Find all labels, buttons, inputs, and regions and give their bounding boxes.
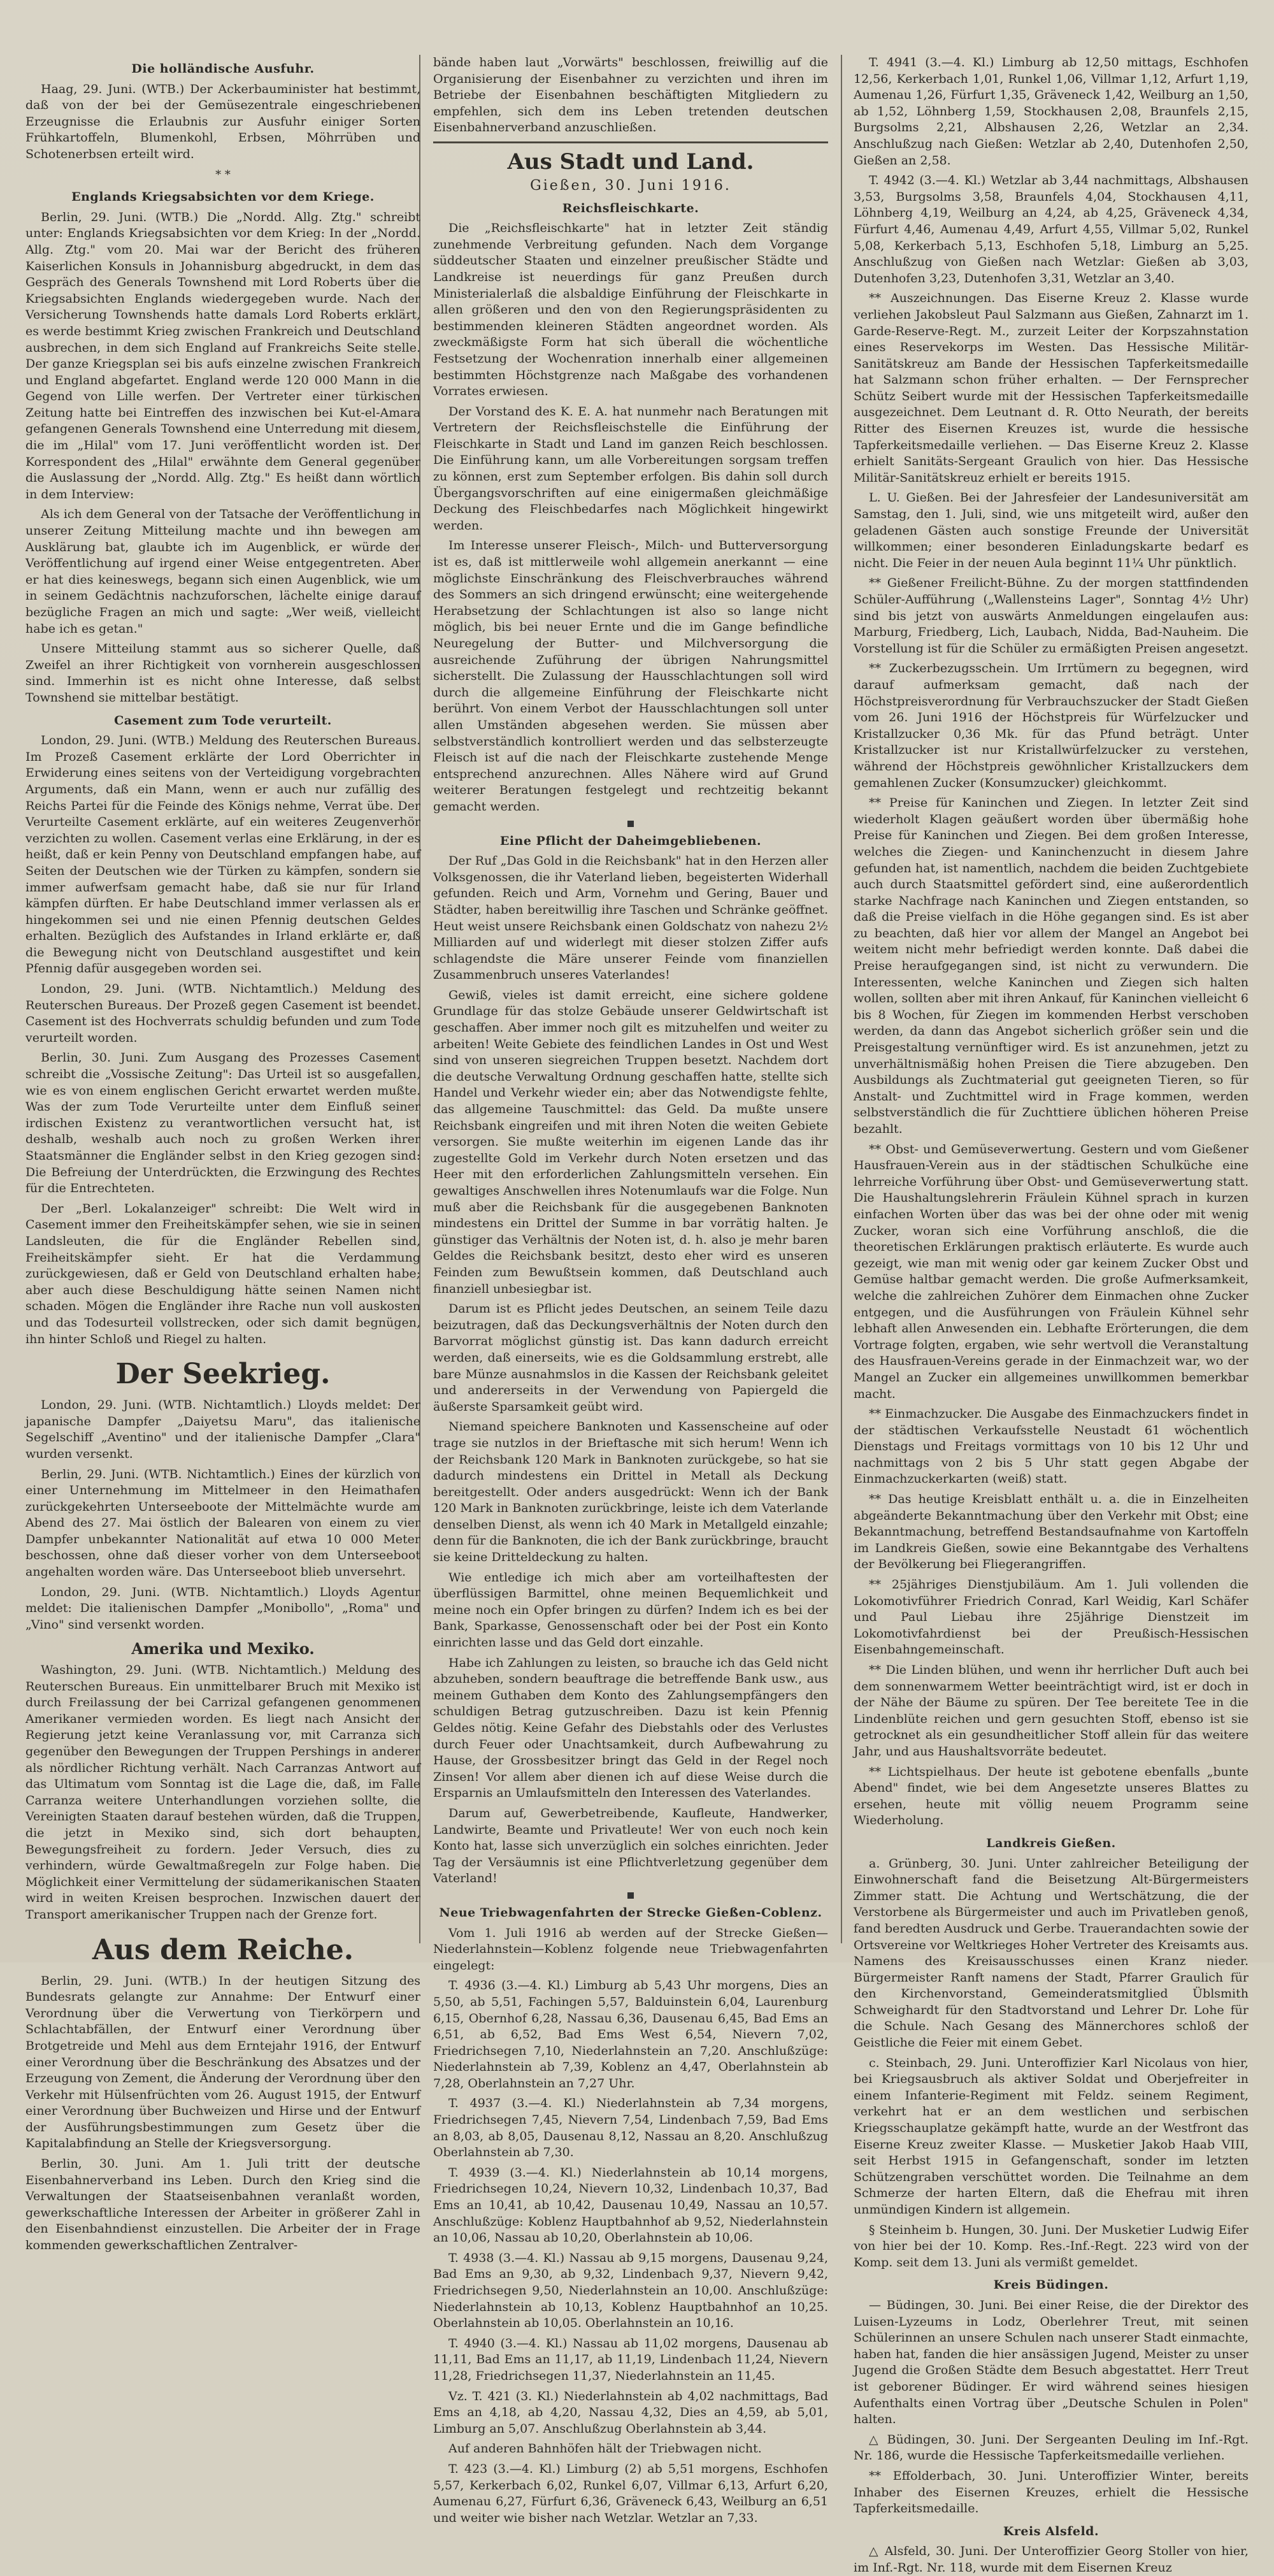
headline-england: Englands Kriegsabsichten vor dem Kriege.: [71, 190, 375, 205]
article-universitaet: L. U. Gießen. Bei der Jahresfeier der Landesuniversität am Samstag, den 1. Juli, sind, wie uns mitgeteilt wird, außer den geladenen Gästen auch sonstige Freunde der Universität willkommen; einer besonderen Einladungskarte bedarf es nicht. Die Feier in der neuen Aula beginnt 11¼ Uhr pünktlich.: [854, 491, 1249, 570]
dateline: Gießen, 30. Juni 1916.: [530, 177, 731, 194]
headline-holland: Die holländische Ausfuhr.: [131, 62, 315, 76]
article-england-1: Berlin, 29. Juni. (WTB.) Die „Nordd. Allg. Ztg." schreibt unter: Englands Kriegsabsichten vor dem Krieg: In der „Nordd. Allg. Ztg." vom 20. Mai war der Bericht des früheren Kaiserlichen Konsuls in Johannisburg abgedruckt, in dem das Gespräch des Generals Townshend mit Lord Roberts über die Kriegsabsichten Englands wiedergegeben wurde. Nach der Versicherung Townshends hatte damals Lord Roberts erklärt, es werde bestimmt Krieg zwischen Frankreich und Deutschland ausbrechen, in dem sich England auf Frankreichs Seite stelle. Der ganze Kriegsplan sei bis aufs einzelne zwischen Frankreich und England abgefartet. England werde 120 000 Mann in die Gegend von Lille werfen. Der Vertreter einer türkischen Zeitung hatte bei Eintreffen des inzwischen bei Kut-el-Amara gefangenen Generals Townshend eine Unterredung mit diesem, die im „Hilal" vom 17. Juni veröffentlicht worden ist. Der Korrespondent des „Hilal" erwähnte dem General gegenüber die Auslassung der „Nordd. Allg. Ztg." Es heißt dann wörtlich in dem Interview:: [25, 210, 420, 501]
headline-triebwagen: Neue Triebwagenfahrten der Strecke Gießen-Coblenz.: [439, 1905, 822, 1920]
headline-landkreis-giessen: Landkreis Gießen.: [986, 1836, 1116, 1850]
article-amerika: Washington, 29. Juni. (WTB. Nichtamtlich.) Meldung des Reuterschen Bureaus. Ein unmittelbarer Bruch mit Mexiko ist durch Freilassung der bei Carrizal gefangenen genommenen Amerikaner vermieden worden. Es liegt nach Ansicht der Regierung jetzt keine Veranlassung vor, mit Carranza sich gegenüber den Bewegungen der Truppen Pershings in anderer als nördlicher Richtung verhält. Nach Carranzas Antwort auf das Ultimatum vom Sonntag ist die Lage die, daß, im Falle Carranza weitere Unterhandlungen vorziehen sollte, die Vereinigten Staaten darauf bestehen würden, daß die Truppen, die jetzt in Mexiko sind, sich dort behaupten, Bewegungsfreiheit zu fordern. Jeder Versuch, dies zu verhindern, würde Gewaltmaßregeln zur Folge haben. Die Möglichkeit einer Vermittelung der südamerikanischen Staaten wird in weiten Kreisen besprochen. Inzwischen dauert der Transport amerikanischer Truppen nach der Grenze fort.: [25, 1663, 420, 1922]
article-tz-1: T. 4941 (3.—4. Kl.) Limburg ab 12,50 mittags, Eschhofen 12,56, Kerkerbach 1,01, Runkel 1,06, Villmar 1,12, Arfurt 1,19, Aumenau 1,26, Fürfurt 1,35, Gräveneck 1,42, Weilburg an 1,50, ab 1,52, Löhnberg 1,59, Stockhausen 2,08, Braunfels 2,15, Burgsolms 2,21, Albshausen 2,26, Wetzlar an 2,34. Anschlußzug nach Gießen: Wetzlar ab 2,40, Dutenhofen 2,50, Gießen an 2,58.: [854, 55, 1249, 168]
article-pf-5: Wie entledige ich mich aber am vorteilhaftesten der überflüssigen Barmittel, ohne meinen Bequemlichkeit und meine noch ein Opfer bringen zu dürfen? Indem ich es bei der Bank, Sparkasse, Genossenschaft oder bei der Post ein Konto einrichten lasse und das Geld dort einzahle.: [433, 1570, 828, 1650]
article-tr-5: T. 4938 (3.—4. Kl.) Nassau ab 9,15 morgens, Dausenau 9,24, Bad Ems an 9,30, ab 9,32, Lindenbach 9,37, Nievern 9,42, Friedrichsegen 9,50, Niederlahnstein an 10,00. Anschlußzüge: Niederlahnstein ab 10,13, Koblenz Hauptbahnhof an 10,25. Oberlahnstein ab 10,05. Oberlahnstein an 10,16.: [433, 2250, 828, 2331]
separator-star: * *: [215, 168, 231, 182]
article-see-1: London, 29. Juni. (WTB. Nichtamtlich.) Lloyds meldet: Der japanische Dampfer „Daiyetsu Maru", das italienische Segelschiff „Aventino" und der italienische Dampfer „Clara" wurden versenkt.: [25, 1398, 420, 1461]
section-rule: [433, 141, 828, 143]
article-holland: Haag, 29. Juni. (WTB.) Der Ackerbauminister hat bestimmt, daß von der bei der Gemüsezentrale eingeschriebenen Erzeugnisse die Erlaubnis zur Ausfuhr einiger Sorten Frühkartoffeln, Blumenkohl, Erbsen, Möhrrüben und Schotenerbsen erteilt wird.: [25, 82, 420, 161]
article-rf-3: Im Interesse unserer Fleisch-, Milch- und Butterversorgung ist es, daß ist mittlerweile wohl allgemein anerkannt — eine möglichste Einschränkung des Fleischverbrauches während des Sommers an sich dringend erwünscht; eine weitergehende Herabsetzung der Schlachtungen ist also so lange nicht möglich, bis bei neuer Ernte und die im Gange befindliche Neuregelung der Butter- und Milchversorgung die ausreichende Zuführung der übrigen Nahrungsmittel sicherstellt. Die Zulassung der Hausschlachtungen soll wird durch die allgemeine Einführung der Fleischkarte nicht berührt. Von einem Verbot der Hausschlachtungen soll unter allen Umständen abgesehen werden. Sie müssen aber selbstverständlich kontrolliert werden und das selbsterzeugte Fleisch ist auf die nach der Fleischkarte zustehende Menge entsprechend anzurechnen. Alles Nähere wird auf Grund weiterer Beratungen festgelegt und rechtzeitig bekannt gemacht werden.: [433, 538, 828, 814]
article-buedingen-2: △ Büdingen, 30. Juni. Der Sergeanten Deuling im Inf.-Rgt. Nr. 186, wurde die Hessische Tapferkeitsmedaille verliehen.: [854, 2432, 1249, 2463]
article-auszeichnungen: ** Auszeichnungen. Das Eiserne Kreuz 2. Klasse wurde verliehen Jakobsleut Paul Salzmann aus Gießen, Zahnarzt im 1. Garde-Reserve-Regt. M., zurzeit Leiter der Korpszahnstation eines Reservekorps im Westen. Das Hessische Militär-Sanitätskreuz am Bande der Hessischen Tapferkeitsmedaille hat Salzmann schon früher erhalten. — Der Fernsprecher Schütz Seibert wurde mit der Hessischen Tapferkeitsmedaille ausgezeichnet. Dem Leutnant d. R. Otto Neurath, der bereits Ritter des Eisernen Kreuzes ist, wurde die hessische Tapferkeitsmedaille verliehen. — Das Eiserne Kreuz 2. Klasse erhielt Sanitäts-Sergeant Graulich von hier. Das Hessische Militär-Sanitätskreuz erhielt er bereits 1915.: [854, 291, 1249, 485]
article-freilichtbuehne: ** Gießener Freilicht-Bühne. Zu der morgen stattfindenden Schüler-Aufführung („Wallensteins Lager", Sonntag 4½ Uhr) sind bis jetzt von auswärts Anmeldungen eingelaufen aus: Marburg, Friedberg, Lich, Laubach, Nidda, Bad-Nauheim. Die Vorstellung ist für die Schüler zu ermäßigten Preisen angesetzt.: [854, 576, 1249, 656]
article-buedingen-1: — Büdingen, 30. Juni. Bei einer Reise, die der Direktor des Luisen-Lyzeums in Lodz, Oberlehrer Treut, mit seinen Schülerinnen an unsere Schulen nach unserer Stadt einmachte, haben hat, fanden die hier ansässigen Jugend, Meister zu unser Jugend die Großen Städte dem Besuch abgestattet. Herr Treut ist geborener Büdinger. Er wird während seines hiesigen Aufenthalts einen Vortrag über „Deutsche Schulen in Polen" halten.: [854, 2298, 1249, 2427]
article-dienstjubilaeum: ** 25jähriges Dienstjubiläum. Am 1. Juli vollenden die Lokomotivführer Friedrich Conrad, Karl Weidig, Karl Schäfer und Paul Liebau ihre 25jährige Dienstzeit im Lokomotivfahrdienst bei der Preußisch-Hessischen Eisenbahngemeinschaft.: [854, 1578, 1249, 1657]
article-pf-7: Darum auf, Gewerbetreibende, Kaufleute, Handwerker, Landwirte, Beamte und Privatleute! Wer von euch noch kein Konto hat, lasse sich unverzüglich ein solches einrichten. Jeder Tag der Versäumnis ist eine Pflichtverletzung gegenüber dem Vaterland!: [433, 1806, 828, 1886]
article-reich-2: Berlin, 30. Juni. Am 1. Juli tritt der deutsche Eisenbahnerverband ins Leben. Durch den Krieg sind die Verwaltungen der Staatseisenbahnen veranlaßt worden, gewerkschaftliche Interessen der Arbeiter in größerer Zahl in den Eisenbahndienst einzustellen. Die Arbeiter der in Frage kommenden gewerkschaftlichen Zentralver-: [25, 2157, 420, 2253]
separator-square: [627, 821, 634, 827]
article-tr-4: T. 4939 (3.—4. Kl.) Niederlahnstein ab 10,14 morgens, Friedrichsegen 10,24, Nievern 10,32, Lindenbach 10,37, Bad Ems an 10,41, ab 10,42, Dausenau 10,49, Nassau an 10,57. Anschlußzüge: Koblenz Hauptbahnhof ab 9,52, Niederlahnstein an 10,06, Nassau ab 10,20, Oberlahnstein ab 10,06.: [433, 2165, 828, 2245]
article-effolderbach: ** Effolderbach, 30. Juni. Unteroffizier Winter, bereits Inhaber des Eisernen Kreuzes, erhielt die Hessische Tapferkeitsmedaille.: [854, 2468, 1249, 2516]
headline-kreis-alsfeld: Kreis Alsfeld.: [1003, 2524, 1099, 2538]
article-rf-2: Der Vorstand des K. E. A. hat nunmehr nach Beratungen mit Vertretern der Reichsfleischstelle die Einführung der Fleischkarte in Stadt und Land im ganzen Reich beschlossen. Die Einführung kann, um alle Vorbereitungen sorgsam treffen zu können, erst zum September erfolgen. Bis dahin soll durch Übergangsvorschriften auf eine einigermaßen gleichmäßige Deckung des Fleischbedarfes nach Möglichkeit hingewirkt werden.: [433, 404, 828, 533]
article-pf-3: Darum ist es Pflicht jedes Deutschen, an seinem Teile dazu beizutragen, daß das Deckungsverhältnis der Noten durch den Barvorrat möglichst günstig ist. Das kann dadurch erreicht werden, daß einerseits, wie es die Goldsammlung erstrebt, alle bare Münze ausnahmslos in die Kassen der Reichsbank geleitet und andererseits in der Verwendung von Papiergeld die äußerste Sparsamkeit geübt wird.: [433, 1302, 828, 1414]
headline-seekrieg: Der Seekrieg.: [115, 1358, 331, 1391]
article-lichtspielhaus: ** Lichtspielhaus. Der heute ist gebotene ebenfalls „bunte Abend" findet, wie bei dem Angesetzte unseres Blattes zu ersehen, heute mit völlig neuem Programm seine Wiederholung.: [854, 1764, 1249, 1828]
section-title-stadt-land: Aus Stadt und Land.: [507, 148, 754, 175]
article-gruenberg: a. Grünberg, 30. Juni. Unter zahlreicher Beteiligung der Einwohnerschaft fand die Beisetzung Alt-Bürgermeisters Zimmer statt. Die Achtung und Wertschätzung, die der Verstorbene als Bürgermeister und auch im Privatleben genoß, fand beredten Ausdruck und Gerbe. Trauerandachten sowie der Ortsvereine vor Weltkrieges Hoher Vertreter des Kreisamts aus. Namens des Kreisausschusses einen Kranz nieder. Bürgermeister Ranft namens der Stadt, Pfarrer Graulich für den Kirchenvorstand, Gemeinderatsmitglied Üblsmith Schweighardt für den Stadtvorstand und Lehrer Dr. Lohe für die Schule. Nach Gesang des Männerchores schloß der Geistliche die Feier mit einem Gebet.: [854, 1856, 1249, 2050]
article-tz-2: T. 4942 (3.—4. Kl.) Wetzlar ab 3,44 nachmittags, Albshausen 3,53, Burgsolms 3,58, Braunfels 4,04, Stockhausen 4,11, Löhnberg 4,19, Weilburg an 4,24, ab 4,25, Gräveneck 4,34, Fürfurt 4,46, Aumenau 4,49, Arfurt 4,55, Villmar 5,02, Runkel 5,08, Kerkerbach 5,13, Eschhofen 5,18, Limburg an 5,25. Anschlußzug von Gießen nach Wetzlar: Gießen ab 3,03, Dutenhofen 3,23, Dutenhofen 3,31, Wetzlar an 3,40.: [854, 173, 1249, 285]
column-2: [433, 55, 828, 2525]
article-tr-9: T. 423 (3.—4. Kl.) Limburg (2) ab 5,51 morgens, Eschhofen 5,57, Kerkerbach 6,02, Runkel 6,07, Villmar 6,13, Arfurt 6,20, Aumenau 6,27, Fürfurt 6,36, Gräveneck 6,43, Weilburg an 6,51 und weiter wie bisher nach Wetzlar. Wetzlar an 7,33.: [433, 2461, 828, 2525]
headline-amerika: Amerika und Mexiko.: [131, 1639, 315, 1659]
article-pf-2: Gewiß, vieles ist damit erreicht, eine sichere goldene Grundlage für das stolze Gebäude unserer Geldwirtschaft ist geschaffen. Aber immer noch gilt es mitzuhelfen und weiter zu arbeiten! Weite Gebiete des feindlichen Landes in Ost und West sind von unseren siegreichen Truppen besetzt. Nachdem dort die deutsche Verwaltung Ordnung geschaffen hatte, stellte sich Handel und Verkehr wieder ein; aber das Notwendigste fehlte, das allgemeine Tauschmittel: das Geld. Da mußte unsere Reichsbank eingreifen und mit ihren Noten die weiten Gebiete versorgen. Sie mußte weiterhin im eigenen Lande das ihr zugestellte Gold im Verkehr durch Noten ersetzen und das Heer mit den erforderlichen Zahlungsmitteln versehen. Ein gewaltiges Anschwellen ihres Notenumlaufs war die Folge. Nun muß aber die Reichsbank für die ausgegebenen Banknoten mindestens ein Drittel der Summe in bar vorrätig halten. Je günstiger das Verhältnis der Noten ist, d. h. also je mehr baren Geldes die Reichsbank besitzt, desto eher wird es unseren Feinden zum Bewußtsein kommen, daß Deutschland auch finanziell unbesiegbar ist.: [433, 988, 828, 1296]
headline-kreis-buedingen: Kreis Büdingen.: [993, 2278, 1109, 2292]
article-tr-8: Auf anderen Bahnhöfen hält der Triebwagen nicht.: [448, 2442, 762, 2456]
article-see-2: Berlin, 29. Juni. (WTB. Nichtamtlich.) Eines der kürzlich von einer Unternehmung im Mittelmeer in den Heimathafen zurückgekehrten Unterseeboote der Mittelmächte wurde am Abend des 27. Mai östlich der Balearen von einem zu vier Dampfer unbekannter Nationalität auf etwa 10 000 Meter beschossen, ohne daß dieser vorher von dem Unterseeboot angehalten worden wäre. Das Unterseeboot blieb unversehrt.: [25, 1467, 420, 1579]
column-rule-2: [841, 55, 842, 1943]
article-england-2: Als ich dem General von der Tatsache der Veröffentlichung in unserer Zeitung Mitteilung machte und ihn bewegen am Ausklärung bat, glaubte ich im Augenblick, er würde der Veröffentlichung auf irgend einer Weise entgegentreten. Aber er hat dies keineswegs, begann sich einen Augenblick, wie um in seinem Gedächtnis nachzuforschen, lächelte einige darauf bezügliche Fragen an mich und sagte: „Wer weiß, vielleicht habe ich es getan.": [25, 507, 420, 636]
article-linden: ** Die Linden blühen, und wenn ihr herrlicher Duft auch bei dem sonnenwarmem Wetter beeinträchtigt wird, ist er doch in der Nähe der Bäume zu spüren. Der Tee bereitete Tee in die Lindenblüte reichen und gern gesuchten Stoff, ebenso ist sie getrocknet als ein gesundheitlicher Stoff allein für das weitere Jahr, und aus Haushaltsvorräte bedeutet.: [854, 1663, 1249, 1759]
article-continued-top: bände haben laut „Vorwärts" beschlossen, freiwillig auf die Organisierung der Eisenbahner zu verzichten und ihren im Betriebe der Eisenbahnen beschäftigten Mitgliedern zu empfehlen, sich dem ins Leben tretenden deutschen Eisenbahnerverband anzuschließen.: [433, 55, 828, 135]
article-pf-4: Niemand speichere Banknoten und Kassenscheine auf oder trage sie nutzlos in der Brieftasche mit sich herum! Wenn ich der Reichsbank 120 Mark in Banknoten zurückgebe, so hat sie dadurch mindestens ein Drittel in Metall als Deckung bereitgestellt. Oder anders ausgedrückt: Wenn ich der Bank 120 Mark in Banknoten zurückbringe, leiste ich dem Vaterlande denselben Dienst, als wenn ich 40 Mark in Metallgeld einzahle; denn für die Banknoten, die ich der Bank zurückbringe, braucht sie keine Dritteldeckung zu halten.: [433, 1420, 828, 1565]
headline-reichsfleischkarte: Reichsfleischkarte.: [562, 201, 699, 215]
article-rf-1: Die „Reichsfleischkarte" hat in letzter Zeit ständig zunehmende Verbreitung gefunden. Nach dem Vorgange süddeutscher Staaten und einzelner preußischer Städte und Landkreise ist neuerdings für ganz Preußen durch Ministerialerlaß die alsbaldige Einführung der Fleischkarte in allen größeren und den von den Regierungspräsidenten zu bestimmenden kleineren Städten angeordnet worden. Als zweckmäßigste Form hat sich überall die wöchentliche Festsetzung der Wochenration innerhalb einer allgemeinen bestimmten Höchstgrenze nach Maßgabe des vorhandenen Vorrates erwiesen.: [433, 221, 828, 399]
separator-square: [627, 1892, 634, 1899]
article-steinbach: c. Steinbach, 29. Juni. Unteroffizier Karl Nicolaus von hier, bei Kriegsausbruch als aktiver Soldat und Oberjefreiter in einem Infanterie-Regiment mit Feldz. seinem Regiment, verkehrt hat er an dem westlichen und serbischen Kriegsschauplatze gekämpft hatte, wurde an der Westfront das Eiserne Kreuz zweiter Klasse. — Musketier Jakob Haab VIII, seit Herbst 1915 in Gefangenschaft, sonder im letzten Schützengraben verschüttet worden. Die Teilnahme an dem Schmerze der harten Eltern, daß die Ehefrau mit ihren unmündigen Kindern ist allgemein.: [854, 2055, 1249, 2217]
column-3: [854, 55, 1249, 2575]
article-zucker: ** Zuckerbezugsschein. Um Irrtümern zu begegnen, wird darauf aufmerksam gemacht, daß nach der Höchstpreisverordnung für Verbrauchszucker der Stadt Gießen vom 26. Juni 1916 der Höchstpreis für Würfelzucker und Kristallzucker 0,36 Mk. für das Pfund beträgt. Unter Kristallzucker ist nur Kristallwürfelzucker zu verstehen, während der Höchstpreis gewöhnlicher Kristallzuckers dem gemahlenen Zucker (Konsumzucker) gleichkommt.: [854, 661, 1249, 790]
headline-pflicht: Eine Pflicht der Daheimgebliebenen.: [499, 833, 762, 848]
article-reich-1: Berlin, 29. Juni. (WTB.) In der heutigen Sitzung des Bundesrats gelangte zur Annahme: Der Entwurf einer Verordnung über die Verwertung von Tierkörpern und Schlachtabfällen, der Entwurf einer Verordnung über Brotgetreide und Mehl aus dem Erntejahr 1916, der Entwurf einer Verordnung über die Beschränkung des Absatzes und der Erzeugung von Zement, die Änderung der Verordnung über den Verkehr mit Hülsenfrüchten vom 26. August 1915, der Entwurf einer Verordnung über Buchweizen und Hirse und der Entwurf der Ausführungsbestimmungen zum Gesetz über die Kapitalabfindung an Stelle der Kriegsversorgung.: [25, 1973, 420, 2151]
article-alsfeld: △ Alsfeld, 30. Juni. Der Unteroffizier Georg Stoller von hier, im Inf.-Rgt. Nr. 118, wurde mit dem Eisernen Kreuz: [854, 2544, 1249, 2575]
article-pf-1: Der Ruf „Das Gold in die Reichsbank" hat in den Herzen aller Volksgenossen, die ihr Vaterland lieben, begeisterten Widerhall gefunden. Reich und Arm, Vornehm und Gering, Bauer und Städter, haben bereitwillig ihre Taschen und Schränke geöffnet. Heut weist unsere Reichsbank einen Goldschatz von nahezu 2½ Milliarden auf und widerlegt mit dieser stolzen Ziffer aufs schlagendste die Märe unserer Feinde vom finanziellen Zusammenbruch unseres Vaterlandes!: [433, 854, 828, 982]
article-kaninchen: ** Preise für Kaninchen und Ziegen. In letzter Zeit sind wiederholt Klagen geäußert worden über übermäßig hohe Preise für Kaninchen und Ziegen. Bei dem großen Interesse, welches die Ziegen- und Kaninchenzucht in diesem Jahre gefunden hat, ist namentlich, nachdem die beiden Zuchtgebiete auch durch Staatsmittel gefördert sind, eine außerordentlich starke Nachfrage nach Kaninchen und Ziegen entstanden, so daß die Preise vielfach in die Höhe gegangen sind. Es ist aber zu beachten, daß hier vor allem der Mangel an Angebot bei weitem nicht mehr befriedigt werden konnte. Daß dabei die Preise heraufgegangen sind, ist nicht zu verwundern. Die Interessenten, welche Kaninchen und Ziegen sich halten wollen, sollten aber mit ihren Ankauf, für Kaninchen vielleicht 6 bis 8 Wochen, für Ziegen im kommenden Herbst verschoben werden, da dann das Angebot sicherlich größer sein und die Preisgestaltung vernünftiger wird. Es ist anzunehmen, jetzt zu unverhältnismäßig hohen Preisen die Tiere abzugeben. Den Ausbildungs als Zuchtmaterial gut geeigneten Tieren, so für Anstalt- und Zuchtmittel wird in Frage kommen, werden selbstverständlich die für Zuchttiere üblichen höheren Preise bezahlt.: [854, 796, 1249, 1136]
article-see-3: London, 29. Juni. (WTB. Nichtamtlich.) Lloyds Agentur meldet: Die italienischen Dampfer „Monibollo", „Roma" und „Vino" sind versenkt worden.: [25, 1585, 420, 1632]
headline-casement: Casement zum Tode verurteilt.: [114, 713, 332, 728]
column-1: [25, 55, 420, 2253]
article-pf-6: Habe ich Zahlungen zu leisten, so brauche ich das Geld nicht abzuheben, sondern beauftrage die betreffende Bank usw., aus meinem Guthaben dem Konto des Zahlungsempfängers den schuldigen Betrag gutzuschreiben. Dazu ist kein Pfennig Geldes nötig. Keine Gefahr des Diebstahls oder des Verlustes durch Feuer oder Unachtsamkeit, durch Aufbewahrung zu Hause, der Grossbesitzer bringt das Geld in der Regel noch Zinsen! Vor allem aber dienen ich auf diese Weise durch die Ersparnis an Umlaufsmitteln den Interessen des Vaterlandes.: [433, 1655, 828, 1801]
article-tr-1: Vom 1. Juli 1916 ab werden auf der Strecke Gießen—Niederlahnstein—Koblenz folgende neue Triebwagenfahrten eingelegt:: [433, 1925, 828, 1973]
article-casement-1: London, 29. Juni. (WTB.) Meldung des Reuterschen Bureaus. Im Prozeß Casement erklärte der Lord Oberrichter in Erwiderung eines seitens von der Verteidigung vorgebrachten Arguments, daß ein Mann, wenn er auch nur zufällig des Reichs Partei für die Feinde des Königs nehme, Verrat übe. Der Verurteilte Casement erklärte, auf ein weiteres Zeugenverhör verzichten zu wollen. Casement verlas eine Erklärung, in der es heißt, daß er kein Penny von Deutschland empfangen habe, auf Seiten der Deutschen wie der Türken zu kämpfen, sondern sie immer aufwerfsam gemacht habe, daß sie nur für Irland kämpfen dürften. Er habe Deutschland immer verlassen als er hingekommen sei und nie einen Pfennig deutschen Geldes erhalten. Bezüglich des Aufstandes in Irland erklärte er, daß die Bewegung nicht von Deutschland ausgestiftet und kein Pfennig dafür ausgegeben worden sei.: [25, 733, 420, 976]
article-tr-6: T. 4940 (3.—4. Kl.) Nassau ab 11,02 morgens, Dausenau ab 11,11, Bad Ems an 11,17, ab 11,19, Lindenbach 11,24, Nievern 11,28, Friedrichsegen 11,37, Niederlahnstein an 11,45.: [433, 2336, 828, 2383]
article-casement-3: Berlin, 30. Juni. Zum Ausgang des Prozesses Casement schreibt die „Vossische Zeitung": Das Urteil ist so ausgefallen, wie es von einem englischen Gericht erwartet werden mußte. Was der zum Tode Verurteilte unter dem Einfluß seiner irdischen Existenz zu verantwortlichen versucht hat, ist deshalb, weshalb auch noch zu großen Werken ihrer Staatsmänner die Engländer selbst in den Krieg gezogen sind: Die Befreiung der Unterdrückten, die Erzwingung des Rechtes für die Entrechteten.: [25, 1051, 420, 1196]
article-obst-gemuese: ** Obst- und Gemüseverwertung. Gestern und vom Gießener Hausfrauen-Verein aus in der städtischen Schulküche eine lehrreiche Vorführung über Obst- und Gemüseverwertung statt. Die Haushaltungslehrerin Fräulein Kühnel sprach in kurzen einfachen Worten über das was bei der ohne oder mit wenig Zucker, woran sich eine Vorführung anschloß, die die theoretischen Erklärungen praktisch erläuterte. Es wurde auch gezeigt, wie man mit wenig oder gar keinem Zucker Obst und Gemüse haltbar gemacht werden. Die große Aufmerksamkeit, welche die zahlreichen Zuhörer dem Einmachen ohne Zucker entgegen, und die Ausführungen von Fräulein Kühnel sehr lebhaft allen Anwesenden ein. Lebhafte Erörterungen, die dem Vortrage folgten, ergaben, wie sehr wertvoll die Veranstaltung des Hausfrauen-Vereins gerade in der Einmachzeit war, wo der Mangel an Zucker ein allgemeines unwillkommen bemerkbar macht.: [854, 1142, 1249, 1401]
article-tr-3: T. 4937 (3.—4. Kl.) Niederlahnstein ab 7,34 morgens, Friedrichsegen 7,45, Nievern 7,54, Lindenbach 7,59, Bad Ems an 8,03, ab 8,05, Dausenau 8,12, Nassau an 8,20. Anschlußzug Oberlahnstein ab 7,30.: [433, 2096, 828, 2160]
headline-reich: Aus dem Reiche.: [92, 1933, 354, 1966]
article-kreisblatt: ** Das heutige Kreisblatt enthält u. a. die in Einzelheiten abgeänderte Bekanntmachung über den Verkehr mit Obst; eine Bekanntmachung, betreffend Bestandsaufnahme von Kartoffeln im Landkreis Gießen, sowie eine Bekanntgabe des Verhaltens der Bevölkerung bei Fliegerangriffen.: [854, 1492, 1249, 1572]
article-steinheim: § Steinheim b. Hungen, 30. Juni. Der Musketier Ludwig Eifer von hier bei der 10. Komp. Res.-Inf.-Regt. 223 wird von der Komp. seit dem 13. Juni als vermißt gemeldet.: [854, 2222, 1249, 2270]
article-england-3: Unsere Mitteilung stammt aus so sicherer Quelle, daß Zweifel an ihrer Richtigkeit von vornherein ausgeschlossen sind. Immerhin ist es nicht ohne Interesse, daß selbst Townshend sie mittelbar bestätigt.: [25, 642, 420, 705]
article-tr-2: T. 4936 (3.—4. Kl.) Limburg ab 5,43 Uhr morgens, Dies an 5,50, ab 5,51, Fachingen 5,57, Balduinstein 6,04, Laurenburg 6,15, Obernhof 6,28, Nassau 6,36, Dausenau 6,45, Bad Ems an 6,51, ab 6,52, Bad Ems West 6,54, Nievern 7,02, Friedrichsegen 7,10, Niederlahnstein an 7,20. Anschlußzüge: Niederlahnstein ab 7,39, Koblenz an 4,47, Oberlahnstein ab 7,28, Oberlahnstein an 7,27 Uhr.: [433, 1978, 828, 2090]
article-casement-2: London, 29. Juni. (WTB. Nichtamtlich.) Meldung des Reuterschen Bureaus. Der Prozeß gegen Casement ist beendet. Casement ist des Hochverrats schuldig befunden und zum Tode verurteilt worden.: [25, 982, 420, 1045]
article-casement-4: Der „Berl. Lokalanzeiger" schreibt: Die Welt wird in Casement immer den Freiheitskämpfer sehen, wie sie in seinen Landsleuten, die für die Engländer Rebellen sind, Freiheitskämpfer sieht. Er hat die Verdammung zurückgewiesen, daß er Geld von Deutschland erhalten habe; aber auch diese Beschuldigung hätte seinen Namen nicht schaden. Mögen die Engländer ihre Rache nun voll auskosten und das Todesurteil vollstrecken, oder sich damit begnügen, ihn hinter Schloß und Riegel zu halten.: [25, 1201, 420, 1346]
article-tr-7: Vz. T. 421 (3. Kl.) Niederlahnstein ab 4,02 nachmittags, Bad Ems an 4,18, ab 4,20, Nassau 4,32, Dies an 4,59, ab 5,01, Limburg an 5,07. Anschlußzug Oberlahnstein ab 3,44.: [433, 2389, 828, 2436]
article-einmachzucker: ** Einmachzucker. Die Ausgabe des Einmachzuckers findet in der städtischen Verkaufsstelle Neustadt 61 wöchentlich Dienstags und Freitags vormittags von 10 bis 12 Uhr und nachmittags von 2 bis 5 Uhr statt gegen Abgabe der Einmachzuckerkarten (weiß) statt.: [854, 1407, 1249, 1486]
